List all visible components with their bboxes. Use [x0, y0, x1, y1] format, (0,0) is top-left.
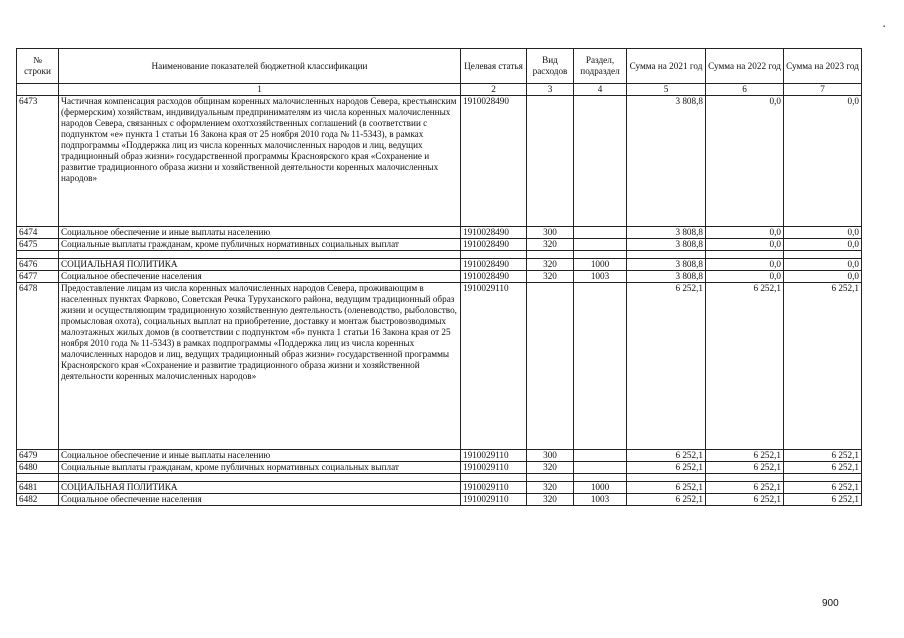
- row-name: Предоставление лицам из числа коренных малочисленных народов Севера, проживающим в населенных пунктах Фарково, Советская Речка Туруханского района, ведущим традиционный образ жизни и осуществляющим традиционную хозяйственную деятельность (оленеводство, рыболовство, промысловая охота), социальных выплат на приобретение, доставку и монтаж быстровозводимых малоэтажных жилых домов (в соответствии с подпунктом «б» пункта 1 статьи 16 Закона края от 25 ноября 2010 года № 11-5343) в рамках подпрограммы «Поддержка лиц из числа коренных малочисленных народов и лиц, ведущих традиционный образ жизни» государственной программы Красноярского края «Сохранение и развитие традиционного образа жизни и хозяйственной деятельности коренных малочисленных народов»: [59, 283, 461, 450]
- row-sum-2021: 6 252,1: [627, 482, 706, 494]
- row-target-article: 1910029110: [461, 462, 527, 474]
- table-row: [17, 227, 862, 239]
- row-sum-2022: 6 252,1: [706, 283, 784, 450]
- row-sum-2022: 6 252,1: [706, 450, 784, 462]
- col-header-expense-type: Вид расходов: [527, 49, 574, 84]
- row-section: [574, 239, 627, 251]
- row-expense-type: 320: [527, 271, 574, 283]
- col-index: 4: [574, 84, 627, 96]
- row-name: Социальное обеспечение населения: [59, 271, 461, 283]
- row-expense-type: [527, 283, 574, 450]
- row-name: Социальное обеспечение и иные выплаты населению: [59, 227, 461, 239]
- row-name: Частичная компенсация расходов общинам коренных малочисленных народов Севера, крестьянским (фермерским) хозяйствам, индивидуальным предпринимателям из числа коренных малочисленных народов Севера, связанных с оформлением охотхозяйственных соглашений (в соответствии с подпунктом «е» пункта 1 статьи 16 Закона края от 25 ноября 2010 года № 11-5343), в рамках подпрограммы «Поддержка лиц из числа коренных малочисленных народов и лиц, ведущих традиционный образ жизни» государственной программы Красноярского края «Сохранение и развитие традиционного образа жизни и хозяйственной деятельности коренных малочисленных народов»: [59, 96, 461, 227]
- table-row: [17, 271, 862, 283]
- table-row: [17, 482, 862, 494]
- col-index: 6: [706, 84, 784, 96]
- row-sum-2022: 6 252,1: [706, 494, 784, 506]
- row-number: 6476: [17, 259, 59, 271]
- row-sum-2023: 6 252,1: [784, 450, 862, 462]
- budget-table: [16, 48, 862, 506]
- row-sum-2022: 0,0: [706, 259, 784, 271]
- row-section: [574, 462, 627, 474]
- row-target-article: 1910029110: [461, 283, 527, 450]
- row-target-article: 1910029110: [461, 494, 527, 506]
- row-target-article: 1910029110: [461, 482, 527, 494]
- budget-sheet: [16, 48, 861, 506]
- row-number: 6480: [17, 462, 59, 474]
- row-expense-type: 320: [527, 462, 574, 474]
- row-sum-2022: 0,0: [706, 96, 784, 227]
- row-target-article: 1910028490: [461, 271, 527, 283]
- col-index: 3: [527, 84, 574, 96]
- row-expense-type: [527, 96, 574, 227]
- col-index: 2: [461, 84, 527, 96]
- row-name: Социальное обеспечение и иные выплаты населению: [59, 450, 461, 462]
- col-index: 7: [784, 84, 862, 96]
- col-index: 1: [59, 84, 461, 96]
- row-expense-type: 300: [527, 450, 574, 462]
- row-number: 6478: [17, 283, 59, 450]
- row-name: Социальное обеспечение населения: [59, 494, 461, 506]
- row-expense-type: 320: [527, 482, 574, 494]
- col-header-sum-2021: Сумма на 2021 год: [627, 49, 706, 84]
- table-row: [17, 96, 862, 227]
- row-sum-2023: 6 252,1: [784, 494, 862, 506]
- row-number: 6474: [17, 227, 59, 239]
- row-sum-2021: 6 252,1: [627, 283, 706, 450]
- row-sum-2021: 3 808,8: [627, 271, 706, 283]
- row-target-article: 1910028490: [461, 227, 527, 239]
- table-row: [17, 239, 862, 251]
- row-sum-2021: 3 808,8: [627, 96, 706, 227]
- row-sum-2021: 6 252,1: [627, 450, 706, 462]
- row-number: 6479: [17, 450, 59, 462]
- row-section: 1003: [574, 494, 627, 506]
- col-header-sum-2022: Сумма на 2022 год: [706, 49, 784, 84]
- row-sum-2021: 3 808,8: [627, 239, 706, 251]
- row-target-article: 1910029110: [461, 450, 527, 462]
- row-sum-2023: 0,0: [784, 96, 862, 227]
- row-number: 6477: [17, 271, 59, 283]
- row-name: Социальные выплаты гражданам, кроме публичных нормативных социальных выплат: [59, 462, 461, 474]
- row-sum-2021: 3 808,8: [627, 227, 706, 239]
- row-sum-2021: 3 808,8: [627, 259, 706, 271]
- row-section: 1000: [574, 259, 627, 271]
- row-sum-2023: 6 252,1: [784, 283, 862, 450]
- row-name: Социальные выплаты гражданам, кроме публичных нормативных социальных выплат: [59, 239, 461, 251]
- col-index: [17, 84, 59, 96]
- row-expense-type: 320: [527, 494, 574, 506]
- col-header-sum-2023: Сумма на 2023 год: [784, 49, 862, 84]
- row-target-article: 1910028490: [461, 96, 527, 227]
- row-section: [574, 283, 627, 450]
- row-section: [574, 227, 627, 239]
- row-sum-2023: 0,0: [784, 271, 862, 283]
- header-row: [17, 49, 862, 84]
- row-number: 6475: [17, 239, 59, 251]
- row-expense-type: 320: [527, 239, 574, 251]
- row-separator: [17, 251, 862, 259]
- row-section: 1000: [574, 482, 627, 494]
- col-header-target-article: Целевая статья: [461, 49, 527, 84]
- row-sum-2022: 6 252,1: [706, 462, 784, 474]
- row-sum-2022: 0,0: [706, 271, 784, 283]
- row-target-article: 1910028490: [461, 239, 527, 251]
- column-index-row: [17, 84, 862, 96]
- col-header-row-number: № строки: [17, 49, 59, 84]
- row-sum-2022: 0,0: [706, 239, 784, 251]
- row-name: СОЦИАЛЬНАЯ ПОЛИТИКА: [59, 482, 461, 494]
- col-header-name: Наименование показателей бюджетной классификации: [59, 49, 461, 84]
- row-sum-2023: 6 252,1: [784, 482, 862, 494]
- table-row: [17, 259, 862, 271]
- row-sum-2023: 0,0: [784, 259, 862, 271]
- row-section: [574, 450, 627, 462]
- row-sum-2021: 6 252,1: [627, 494, 706, 506]
- col-header-section: Раздел, подраздел: [574, 49, 627, 84]
- row-name: СОЦИАЛЬНАЯ ПОЛИТИКА: [59, 259, 461, 271]
- table-row: [17, 494, 862, 506]
- row-separator: [17, 474, 862, 482]
- row-expense-type: 300: [527, 227, 574, 239]
- table-row: [17, 462, 862, 474]
- row-sum-2023: 0,0: [784, 239, 862, 251]
- row-section: [574, 96, 627, 227]
- page-number: 900: [822, 598, 839, 609]
- row-number: 6481: [17, 482, 59, 494]
- row-number: 6482: [17, 494, 59, 506]
- row-sum-2022: 6 252,1: [706, 482, 784, 494]
- row-number: 6473: [17, 96, 59, 227]
- row-sum-2021: 6 252,1: [627, 462, 706, 474]
- row-section: 1003: [574, 271, 627, 283]
- row-sum-2023: 6 252,1: [784, 462, 862, 474]
- table-row: [17, 283, 862, 450]
- row-expense-type: 320: [527, 259, 574, 271]
- col-index: 5: [627, 84, 706, 96]
- row-sum-2023: 0,0: [784, 227, 862, 239]
- table-row: [17, 450, 862, 462]
- scan-mark: ▪: [883, 24, 886, 30]
- row-sum-2022: 0,0: [706, 227, 784, 239]
- row-target-article: 1910028490: [461, 259, 527, 271]
